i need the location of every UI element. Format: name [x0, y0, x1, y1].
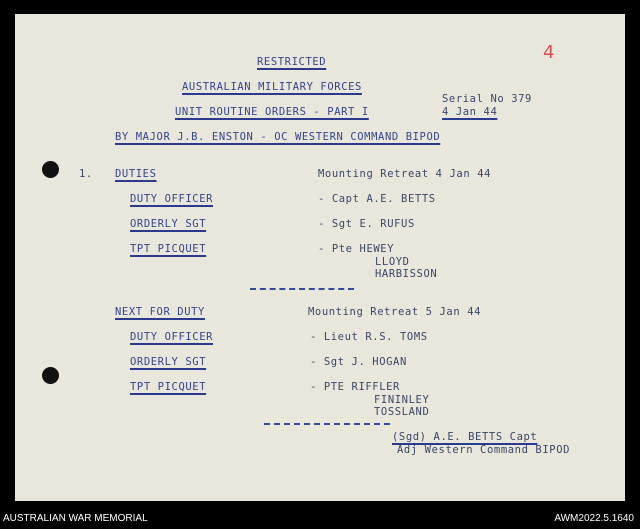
punch-hole-top — [42, 161, 59, 178]
section-divider — [264, 423, 390, 425]
signature-title: Adj Western Command BIPOD — [397, 444, 571, 456]
next-orderly-sgt-label: ORDERLY SGT — [130, 356, 207, 368]
page-mark: 4 — [543, 42, 555, 63]
duty-officer-label: DUTY OFFICER — [130, 193, 214, 205]
orderly-sgt-label: ORDERLY SGT — [130, 218, 207, 230]
section-heading: DUTIES — [115, 168, 157, 180]
tpt-picquet-name: - Pte HEWEY — [318, 243, 395, 255]
next-mounting-line: Mounting Retreat 5 Jan 44 — [308, 306, 482, 318]
next-duty-officer-name: - Lieut R.S. TOMS — [310, 331, 428, 343]
tpt-picquet-label: TPT PICQUET — [130, 243, 207, 255]
next-duty-officer-label: DUTY OFFICER — [130, 331, 214, 343]
footer-accession: AWM2022.5.1640 — [554, 513, 634, 524]
next-tpt-picquet-name: - PTE RIFFLER — [310, 381, 400, 393]
document-date: 4 Jan 44 — [442, 106, 498, 118]
footer-source: AUSTRALIAN WAR MEMORIAL — [3, 513, 148, 524]
duty-officer-name: - Capt A.E. BETTS — [318, 193, 436, 205]
punch-hole-bottom — [42, 367, 59, 384]
next-duty-heading: NEXT FOR DUTY — [115, 306, 205, 318]
picquet-member: LLOYD — [375, 256, 410, 268]
mounting-line: Mounting Retreat 4 Jan 44 — [318, 168, 492, 180]
section-divider — [250, 288, 354, 290]
by-line: BY MAJOR J.B. ENSTON - OC WESTERN COMMAND BIPOD — [115, 131, 441, 143]
section-number: 1. — [79, 168, 93, 180]
next-orderly-sgt-name: - Sgt J. HOGAN — [310, 356, 407, 368]
document-title: UNIT ROUTINE ORDERS - PART I — [175, 106, 369, 118]
next-picquet-member: TOSSLAND — [374, 406, 430, 418]
picquet-member: HARBISSON — [375, 268, 438, 280]
serial-number: Serial No 379 — [442, 93, 532, 105]
orderly-sgt-name: - Sgt E. RUFUS — [318, 218, 415, 230]
next-tpt-picquet-label: TPT PICQUET — [130, 381, 207, 393]
next-picquet-member: FININLEY — [374, 394, 430, 406]
org-title: AUSTRALIAN MILITARY FORCES — [182, 81, 362, 93]
classification: RESTRICTED — [257, 56, 327, 68]
signature-line: (Sgd) A.E. BETTS Capt — [392, 431, 538, 443]
